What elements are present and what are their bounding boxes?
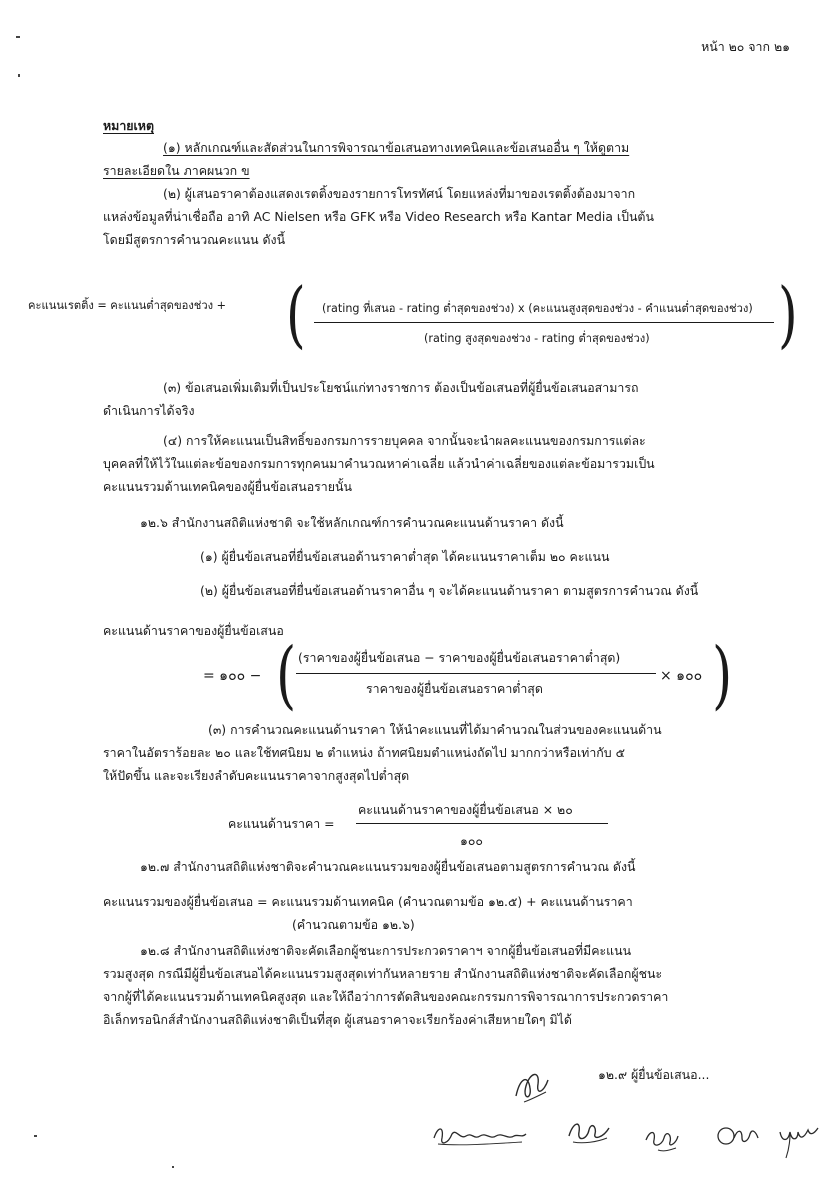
section-12-6-item-3-line-3: ให้ปัดขึ้น และจะเรียงลำดับคะแนนราคาจากสูงสุดไปต่ำสุด xyxy=(103,768,410,783)
note-4-line-3: คะแนนรวมด้านเทคนิคของผู้ยื่นข้อเสนอรายนั้น xyxy=(103,479,352,494)
signature-4 xyxy=(642,1120,682,1154)
note-1-line-1: (๑) หลักเกณฑ์และสัดส่วนในการพิจารณาข้อเสนอทางเทคนิคและข้อเสนออื่น ๆ ให้ดูตาม xyxy=(163,140,630,155)
note-3-line-2: ดำเนินการได้จริง xyxy=(103,403,195,418)
close-paren: ) xyxy=(778,272,798,356)
signature-5 xyxy=(712,1118,762,1152)
note-3-line-1: (๓) ข้อเสนอเพิ่มเติมที่เป็นประโยชน์แก่ทางราชการ ต้องเป็นข้อเสนอที่ผู้ยื่นข้อเสนอสามารถ xyxy=(163,380,639,395)
price-formula-lhs: = ๑๐๐ − xyxy=(203,668,262,684)
close-paren: ) xyxy=(712,632,733,718)
price-score-label: คะแนนด้านราคาของผู้ยื่นข้อเสนอ xyxy=(103,623,284,638)
note-1-line-2: รายละเอียดใน ภาคผนวก ข xyxy=(103,163,250,178)
section-12-8-line-1: ๑๒.๘ สำนักงานสถิติแห่งชาติจะคัดเลือกผู้ชนะการประกวดราคาฯ จากผู้ยื่นข้อเสนอที่มีคะแนน xyxy=(140,943,632,958)
scan-mark xyxy=(18,74,20,77)
price-formula-numerator: (ราคาของผู้ยื่นข้อเสนอ − ราคาของผู้ยื่นข้อเสนอราคาต่ำสุด) xyxy=(298,650,621,665)
note-2-line-1: (๒) ผู้เสนอราคาต้องแสดงเรตติ้งของรายการโทรทัศน์ โดยแหล่งที่มาของเรตติ้งต้องมาจาก xyxy=(163,186,636,201)
section-12-8-line-4: อิเล็กทรอนิกส์สำนักงานสถิติแห่งชาติเป็นที่สุด ผู้เสนอราคาจะเรียกร้องค่าเสียหายใดๆ มิได้ xyxy=(103,1012,572,1027)
price-formula-2-lhs: คะแนนด้านราคา = xyxy=(228,816,335,831)
section-12-6-item-1: (๑) ผู้ยื่นข้อเสนอที่ยื่นข้อเสนอด้านราคาต่ำสุด ได้คะแนนราคาเต็ม ๒๐ คะแนน xyxy=(200,549,610,564)
section-12-6-title: ๑๒.๖ สำนักงานสถิติแห่งชาติ จะใช้หลักเกณฑ์การคำนวณคะแนนด้านราคา ดังนี้ xyxy=(140,515,564,530)
section-12-7-line-2: (คำนวณตามข้อ ๑๒.๖) xyxy=(292,917,415,932)
section-12-7-title: ๑๒.๗ สำนักงานสถิติแห่งชาติจะคำนวณคะแนนรวมของผู้ยื่นข้อเสนอตามสูตรการคำนวณ ดังนี้ xyxy=(140,859,636,874)
section-12-6-item-3-line-1: (๓) การคำนวณคะแนนด้านราคา ให้นำคะแนนที่ได้มาคำนวณในส่วนของคะแนนด้าน xyxy=(208,722,662,737)
section-12-6-item-2: (๒) ผู้ยื่นข้อเสนอที่ยื่นข้อเสนอด้านราคาอื่น ๆ จะได้คะแนนด้านราคา ตามสูตรการคำนวณ ดังนี้ xyxy=(200,583,699,598)
signature-3 xyxy=(563,1114,613,1148)
signature-6 xyxy=(776,1118,820,1160)
price-formula-2-numerator: คะแนนด้านราคาของผู้ยื่นข้อเสนอ × ๒๐ xyxy=(358,802,573,817)
scan-mark xyxy=(172,1166,174,1168)
page-number: หน้า ๒๐ จาก ๒๑ xyxy=(701,39,790,54)
price-2-fraction-bar xyxy=(356,823,608,824)
signature-2 xyxy=(430,1118,530,1152)
section-12-6-item-3-line-2: ราคาในอัตราร้อยละ ๒๐ และใช้ทศนิยม ๒ ตำแหน่ง ถ้าทศนิยมตำแหน่งถัดไป มากกว่าหรือเท่ากับ ๕ xyxy=(103,745,625,760)
open-paren: ( xyxy=(286,272,306,356)
section-12-7-line-1: คะแนนรวมของผู้ยื่นข้อเสนอ = คะแนนรวมด้านเทคนิค (คำนวณตามข้อ ๑๒.๕) + คะแนนด้านราคา xyxy=(103,894,633,909)
note-4-line-2: บุคคลที่ให้ไว้ในแต่ละข้อของกรมการทุกคนมาคำนวณหาค่าเฉลี่ย แล้วนำค่าเฉลี่ยของแต่ละข้อมารวมเป็น xyxy=(103,456,655,471)
rating-formula-denominator: (rating สูงสุดของช่วง - rating ต่ำสุดของช่วง) xyxy=(424,332,650,345)
signature-1 xyxy=(510,1066,554,1106)
price-formula-denominator: ราคาของผู้ยื่นข้อเสนอราคาต่ำสุด xyxy=(366,681,543,696)
rating-formula-numerator: (rating ที่เสนอ - rating ต่ำสุดของช่วง) x (คะแนนสูงสุดของช่วง - คำแนนต่ำสุดของช่วง) xyxy=(322,302,753,315)
note-4-line-1: (๔) การให้คะแนนเป็นสิทธิ์ของกรมการรายบุคคล จากนั้นจะนำผลคะแนนของกรมการแต่ละ xyxy=(163,433,646,448)
section-12-8-line-3: จากผู้ที่ได้คะแนนรวมด้านเทคนิคสูงสุด และให้ถือว่าการตัดสินของคณะกรรมการพิจารณาการประกวดราคา xyxy=(103,989,669,1004)
notes-heading: หมายเหตุ xyxy=(103,118,155,133)
next-section-label: ๑๒.๙ ผู้ยื่นข้อเสนอ... xyxy=(598,1067,710,1082)
note-2-line-3: โดยมีสูตรการคำนวณคะแนน ดังนี้ xyxy=(103,232,286,247)
price-fraction-bar xyxy=(296,673,656,674)
section-12-8-line-2: รวมสูงสุด กรณีมีผู้ยื่นข้อเสนอได้คะแนนรวมสูงสุดเท่ากันหลายราย สำนักงานสถิติแห่งชาติจะคัดเลือกผู้ชนะ xyxy=(103,966,663,981)
open-paren: ( xyxy=(276,632,297,718)
scan-mark xyxy=(34,1135,37,1137)
rating-formula-lhs: คะแนนเรตติ้ง = คะแนนต่ำสุดของช่วง + xyxy=(28,299,227,312)
note-2-line-2: แหล่งข้อมูลที่น่าเชื่อถือ อาทิ AC Nielsen หรือ GFK หรือ Video Research หรือ Kantar Media เป็นต้น xyxy=(103,209,654,224)
price-formula-2-denominator: ๑๐๐ xyxy=(460,833,483,848)
scan-mark xyxy=(16,36,20,38)
price-formula-rhs: × ๑๐๐ xyxy=(660,668,703,684)
rating-fraction-bar xyxy=(314,322,774,323)
